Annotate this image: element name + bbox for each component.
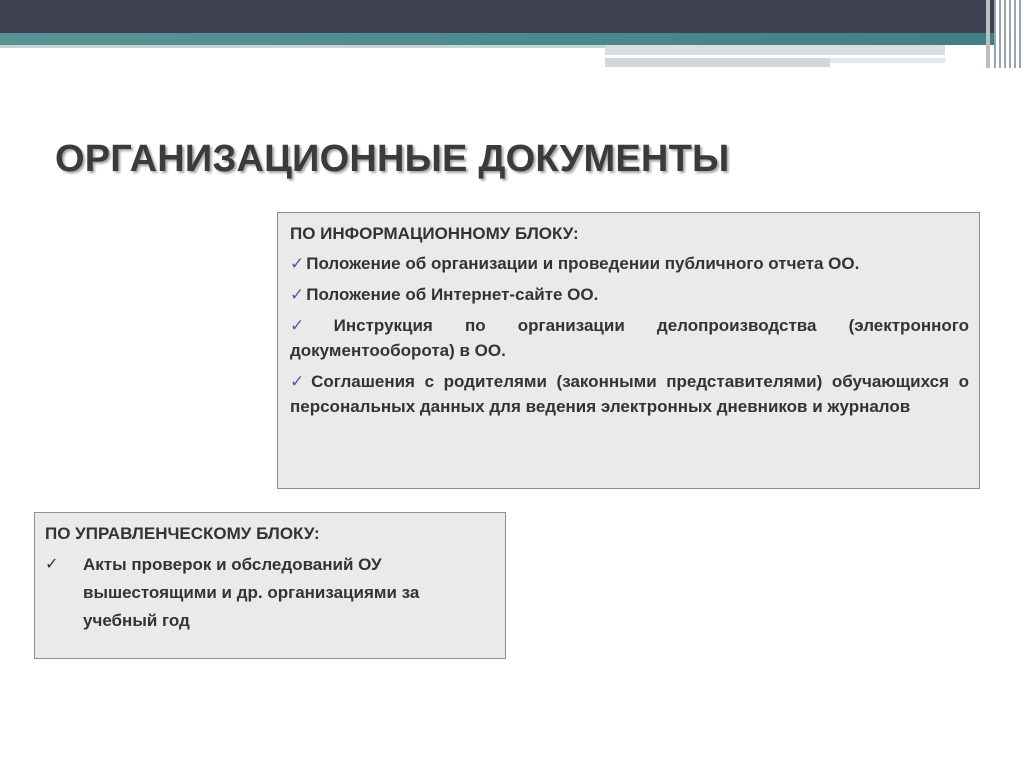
check-icon: ✓ <box>45 556 59 573</box>
list-item-text: Положение об Интернет-сайте ОО. <box>306 285 599 304</box>
list-item-text: Соглашения с родителями (законными представителями) обучающихся о персональных данных для ведения электронных дневников и журналов <box>290 372 969 416</box>
list-item <box>45 551 495 635</box>
list-item <box>290 369 969 419</box>
list-item-text: Положение об организации и проведении публичного отчета ОО. <box>306 254 860 273</box>
check-icon: ✓ <box>290 316 332 335</box>
management-block-panel <box>34 512 506 659</box>
header-accent-stripe <box>605 58 830 67</box>
info-block-panel <box>277 212 980 489</box>
page-title: ОРГАНИЗАЦИОННЫЕ ДОКУМЕНТЫ <box>55 138 730 180</box>
header-accent-stripe <box>0 45 605 48</box>
header-band <box>0 0 1024 33</box>
info-block-list <box>290 251 969 419</box>
header-accent-stripe <box>830 58 945 63</box>
header-teal-stripe <box>0 33 1024 45</box>
check-icon: ✓ <box>290 254 305 273</box>
header-vertical-lines <box>994 0 1024 68</box>
list-item <box>290 313 969 363</box>
list-item-text: Акты проверок и обследований ОУ вышестоящими и др. организациями за учебный год <box>83 555 420 630</box>
header-accent-stripe <box>605 45 945 55</box>
list-item <box>290 282 969 307</box>
management-block-heading: ПО УПРАВЛЕНЧЕСКОМУ БЛОКУ: <box>45 524 320 543</box>
list-item-text: Инструкция по организации делопроизводства (электронного документооборота) в ОО. <box>290 316 969 360</box>
check-icon: ✓ <box>290 285 305 304</box>
info-block-heading: ПО ИНФОРМАЦИОННОМУ БЛОКУ: <box>290 224 579 243</box>
list-item <box>290 251 969 276</box>
check-icon: ✓ <box>290 372 310 391</box>
